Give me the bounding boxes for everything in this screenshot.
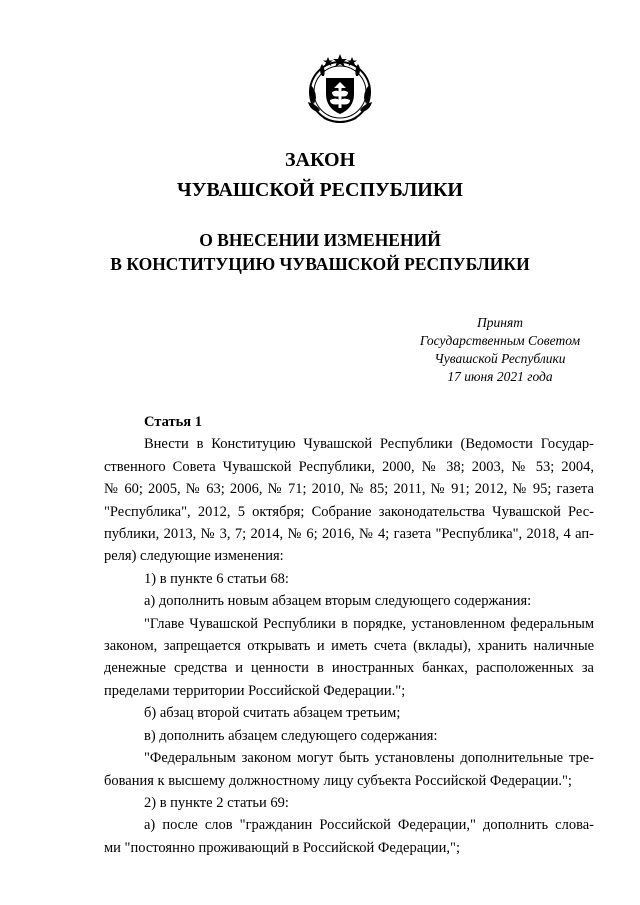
adoption-date: 17 июня 2021 года — [447, 369, 553, 384]
quote-line: "Федеральным законом могут быть установлены дополнительные тре- — [144, 750, 594, 767]
republic-title: ЧУВАШСКОЙ РЕСПУБЛИКИ — [177, 179, 463, 201]
adoption-note-line: Принят — [477, 315, 523, 330]
quote-line: бования к высшему должностному лицу субъекта Российской Федерации."; — [104, 772, 572, 789]
quote-line: законом, запрещается открывать и иметь счета (вклады), хранить наличные — [104, 638, 594, 655]
list-item: б) абзац второй считать абзацем третьим; — [144, 705, 401, 722]
list-item: 1) в пункте 6 статьи 68: — [144, 570, 289, 587]
intro-line: ственного Совета Чувашской Республики, 2000, № 38; 2003, № 53; 2004, — [104, 458, 594, 475]
article-body — [104, 411, 594, 859]
quote-line: пределами территории Российской Федерации."; — [104, 682, 406, 699]
coat-of-arms-icon — [302, 52, 378, 128]
law-title: ЗАКОН — [284, 149, 356, 171]
quote-line: "Главе Чувашской Республики в порядке, установленном федеральным — [144, 615, 594, 632]
adoption-note-line: Государственным Советом — [419, 333, 581, 348]
adoption-note — [400, 314, 600, 386]
quote-line: денежные средства и ценности в иностранных банках, расположенных за — [104, 660, 594, 677]
list-item-line: ми "постоянно проживающий в Российской Федерации,"; — [104, 839, 460, 856]
article-title: Статья 1 — [144, 414, 202, 430]
intro-line: реля) следующие изменения: — [104, 548, 284, 565]
intro-line: № 60; 2005, № 63; 2006, № 71; 2010, № 85; 2011, № 91; 2012, № 95; газета — [104, 481, 594, 498]
list-item: 2) в пункте 2 статьи 69: — [144, 794, 289, 811]
law-subject-line1: О ВНЕСЕНИИ ИЗМЕНЕНИЙ — [199, 230, 441, 250]
list-item-line: а) после слов "гражданин Российской Федерации," дополнить слова- — [144, 817, 594, 834]
intro-line: публики, 2013, № 3, 7; 2014, № 6; 2016, № 4; газета "Республика", 2018, 4 ап- — [104, 526, 594, 543]
law-subject-line2: В КОНСТИТУЦИЮ ЧУВАШСКОЙ РЕСПУБЛИКИ — [110, 254, 530, 274]
list-item: в) дополнить абзацем следующего содержания: — [144, 727, 438, 744]
adoption-note-line: Чувашской Республики — [434, 351, 566, 366]
intro-line: "Республика", 2012, 5 октября; Собрание законодательства Чувашской Рес- — [104, 503, 594, 520]
list-item: а) дополнить новым абзацем вторым следующего содержания: — [144, 593, 532, 610]
intro-line: Внести в Конституцию Чувашской Республики (Ведомости Государ- — [144, 436, 594, 453]
